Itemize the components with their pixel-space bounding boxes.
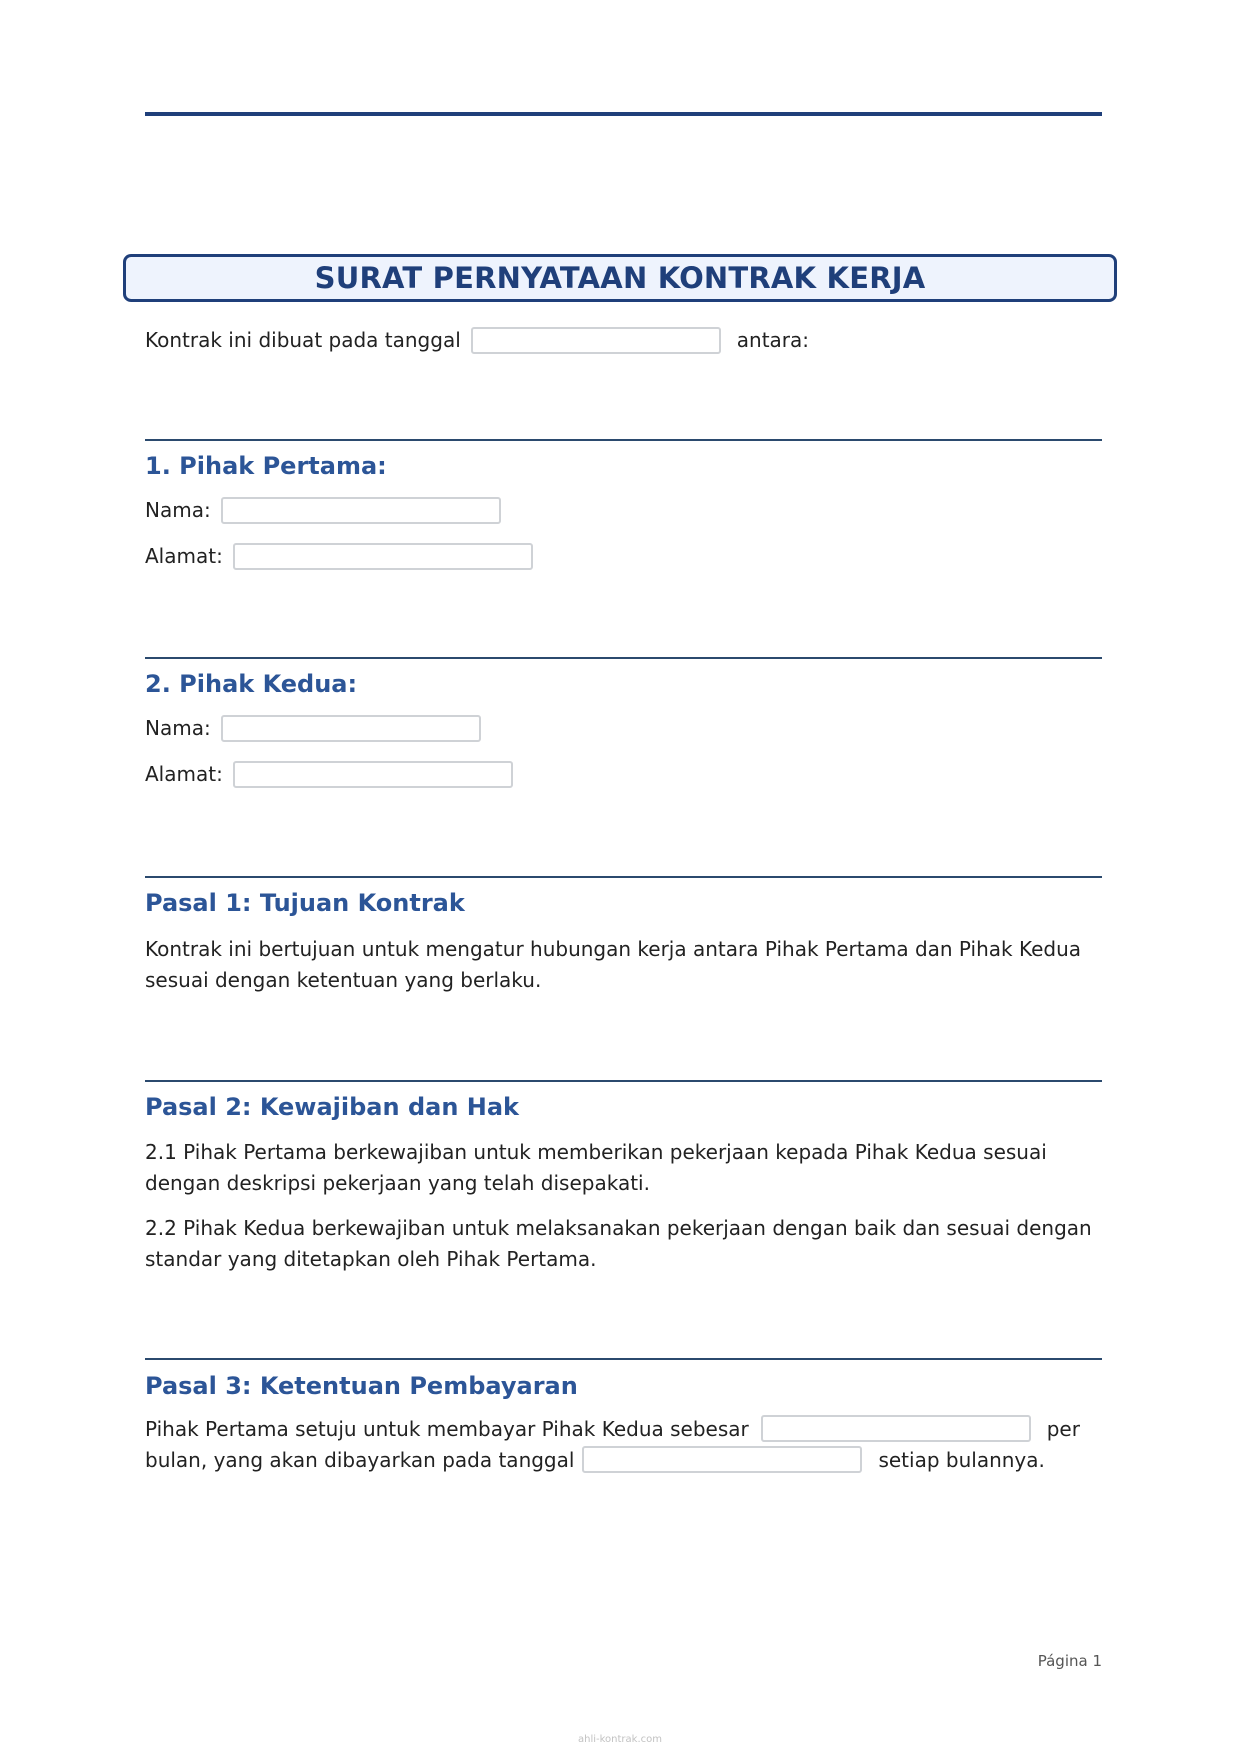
- payment-line-1: [145, 1413, 1105, 1444]
- intro-line: [145, 325, 809, 355]
- pihak-kedua-nama-row: [145, 713, 481, 743]
- pasal-1-heading: Pasal 1: Tujuan Kontrak: [145, 889, 465, 917]
- pihak-pertama-alamat-input[interactable]: [233, 543, 533, 570]
- payment-text-2: bulan, yang akan dibayarkan pada tanggal: [145, 1447, 575, 1472]
- pihak-pertama-heading: 1. Pihak Pertama:: [145, 452, 387, 480]
- alamat-label: Alamat:: [145, 544, 223, 568]
- pihak-kedua-alamat-row: [145, 759, 513, 789]
- pasal-3-heading: Pasal 3: Ketentuan Pembayaran: [145, 1372, 578, 1400]
- pasal-1-text: Kontrak ini bertujuan untuk mengatur hubungan kerja antara Pihak Pertama dan Pihak Kedua sesuai dengan ketentuan yang berlaku.: [145, 937, 1082, 992]
- intro-antara-text: antara:: [736, 328, 810, 352]
- pasal-2-heading: Pasal 2: Kewajiban dan Hak: [145, 1093, 520, 1121]
- payment-amount-input[interactable]: [761, 1415, 1031, 1442]
- section-divider: [145, 1080, 1102, 1082]
- pasal-2-item-1: 2.1 Pihak Pertama berkewajiban untuk memberikan pekerjaan kepada Pihak Kedua sesuai dengan deskripsi pekerjaan yang telah disepakati.: [145, 1140, 1047, 1195]
- nama-label: Nama:: [145, 716, 211, 740]
- pihak-pertama-alamat-row: [145, 541, 533, 571]
- intro-text: Kontrak ini dibuat pada tanggal: [145, 328, 461, 352]
- section-divider: [145, 876, 1102, 878]
- contract-date-input[interactable]: [471, 327, 721, 354]
- payment-per-text: per: [1046, 1416, 1080, 1441]
- title-box: [123, 254, 1117, 302]
- pihak-kedua-alamat-input[interactable]: [233, 761, 513, 788]
- payment-date-input[interactable]: [582, 1446, 862, 1473]
- page-number: Página 1: [1037, 1652, 1102, 1670]
- top-rule: [145, 112, 1102, 116]
- payment-text-1: Pihak Pertama setuju untuk membayar Pihak Kedua sebesar: [145, 1416, 749, 1441]
- pihak-kedua-nama-input[interactable]: [221, 715, 481, 742]
- section-divider: [145, 657, 1102, 659]
- pihak-pertama-nama-row: [145, 495, 501, 525]
- document-title: SURAT PERNYATAAN KONTRAK KERJA: [314, 261, 926, 295]
- nama-label: Nama:: [145, 498, 211, 522]
- watermark: ahli-kontrak.com: [577, 1734, 662, 1745]
- alamat-label: Alamat:: [145, 762, 223, 786]
- pihak-pertama-nama-input[interactable]: [221, 497, 501, 524]
- pasal-2-item-2: 2.2 Pihak Kedua berkewajiban untuk melaksanakan pekerjaan dengan baik dan sesuai dengan standar yang ditetapkan oleh Pihak Pertama.: [145, 1216, 1092, 1271]
- section-divider: [145, 1358, 1102, 1360]
- section-divider: [145, 439, 1102, 441]
- payment-line-2: [145, 1444, 1105, 1475]
- payment-text-3: setiap bulannya.: [878, 1447, 1045, 1472]
- pasal-3-text: [145, 1413, 1105, 1475]
- pihak-kedua-heading: 2. Pihak Kedua:: [145, 670, 358, 698]
